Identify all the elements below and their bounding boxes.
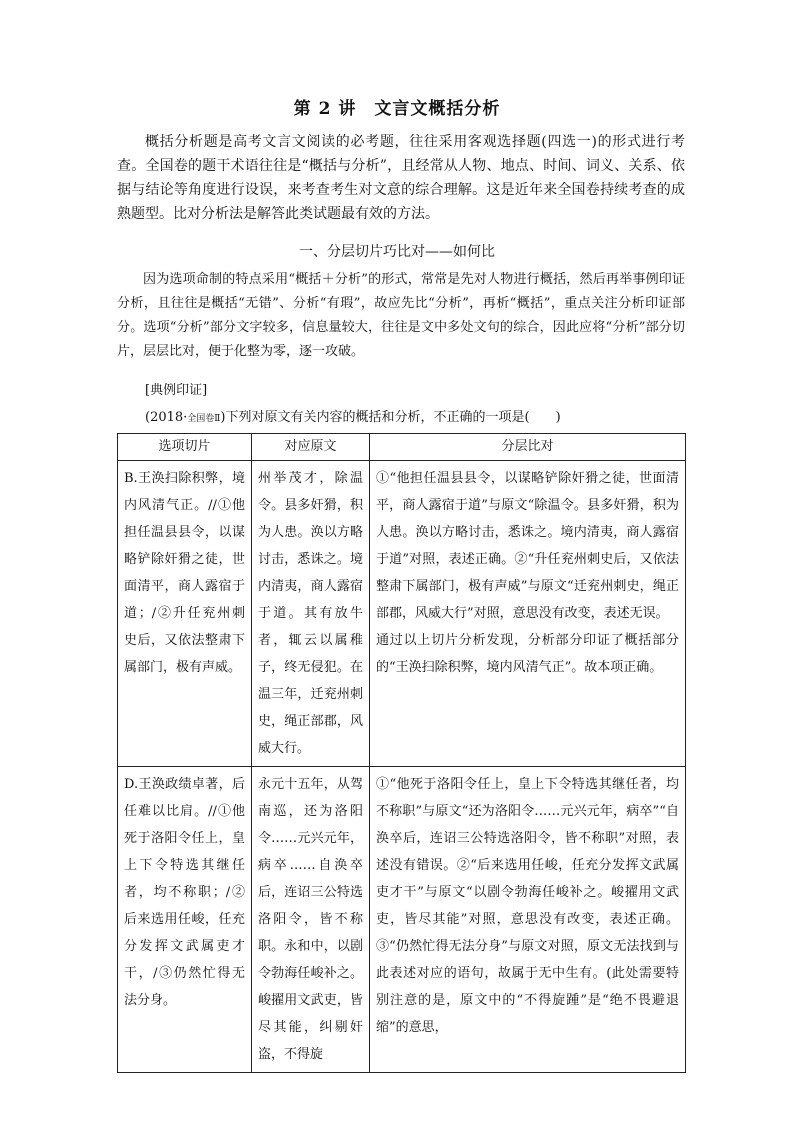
conclusion-text: 通过以上切片分析发现，分析部分印证了概括部分的“王涣扫除积弊，境内风清气正”。故本项正确。 xyxy=(376,633,679,675)
comparison-cell: ①“他死于洛阳令任上，皇上下令特选其继任者，均不称职”与原文“还为洛阳令……元兴元年，病卒”“自涣卒后，连诏三公特选洛阳令，皆不称职”对照，表述没有错误。②“后来选用任峻，任充分发挥文武属吏才干”与原文“以剧令勃海任峻补之。峻擢用文武吏，皆尽其能”对照，意思没有改变，表述正确。③“仍然忙得无法分身”与原文对照，原文无法找到与此表述对应的语句，故属于无中生有。(此处需要特别注意的是，原文中的“不得旋踵”是“绝不畏避退缩”的意思， xyxy=(370,767,686,1073)
header-original-text: 对应原文 xyxy=(252,434,370,461)
table-header-row xyxy=(118,434,686,461)
header-option-slice: 选项切片 xyxy=(118,434,252,461)
option-cell: B.王涣扫除积弊，境内风清气正。//①他担任温县县令，以谋略铲除奸猾之徒，世面清平，商人露宿于道；/②升任兖州刺史后，又依法整肃下属部门，极有声威。 xyxy=(118,461,252,767)
question-text: )下列对原文有关内容的概括和分析，不正确的一项是( ) xyxy=(220,410,561,425)
question-prefix: (2018· xyxy=(145,410,188,425)
method-paragraph: 因为选项命制的特点采用“概括＋分析”的形式，常常是先对人物进行概括，然后再举事例印证分析，且往往是概括“无错”、分析“有瑕”，故应先比“分析”，再析“概括”，重点关注分析印证部分。选项“分析”部分文字较多，信息量较大，往往是文中多处文句的综合，因此应将“分析”部分切片，层层比对，便于化整为零，逐一攻破。 xyxy=(117,272,685,359)
option-cell: D.王涣政绩卓著，后任难以比肩。//①他死于洛阳令任上，皇上下令特选其继任者，均不称职；/②后来选用任峻，任充分发挥文武属吏才干，/③仍然忙得无法分身。 xyxy=(118,767,252,1073)
table-row xyxy=(118,767,686,1073)
section-heading: 一、分层切片巧比对——如何比 xyxy=(299,244,495,260)
original-cell: 州举茂才，除温令。县多奸猾，积为人患。涣以方略讨击，悉诛之。境内清夷，商人露宿于道。其有放牛者，辄云以属稚子，终无侵犯。在温三年，迁兖州刺史，绳正部郡，风威大行。 xyxy=(252,461,370,767)
question-source: 全国卷Ⅱ xyxy=(187,414,221,424)
header-layered-comparison: 分层比对 xyxy=(370,434,686,461)
comparison-cell xyxy=(370,461,686,767)
original-cell: 永元十五年，从驾南巡，还为洛阳令……元兴元年，病卒……自涣卒后，连诏三公特选洛阳令，皆不称职。永和中，以剧令勃海任峻补之。峻擢用文武吏，皆尽其能，纠剔奸盗，不得旋 xyxy=(252,767,370,1073)
page-title: 第 2 讲 文言文概括分析 xyxy=(293,99,501,119)
question-stem xyxy=(145,406,561,425)
comparison-text: ①“他担任温县县令，以谋略铲除奸猾之徒，世面清平，商人露宿于道”与原文“除温令。县多奸猾，积为人患。涣以方略讨击，悉诛之。境内清夷，商人露宿于道”对照，表述正确。②“升任兖州刺史后，又依法整肃下属部门，极有声威”与原文“迁兖州刺史，绳正部郡，风威大行”对照，意思没有改变，表述无误。 xyxy=(376,471,679,621)
analysis-table xyxy=(117,433,686,1073)
example-label: [典例印证] xyxy=(145,383,208,398)
intro-paragraph: 概括分析题是高考文言文阅读的必考题，往往采用客观选择题(四选一)的形式进行考查。全国卷的题干术语往往是“概括与分析”，且经常从人物、地点、时间、词义、关系、依据与结论等角度进行设误，来考查考生对文意的综合理解。这是近年来全国卷持续考查的成熟题型。比对分析法是解答此类试题最有效的方法。 xyxy=(117,134,685,222)
table-row xyxy=(118,461,686,767)
